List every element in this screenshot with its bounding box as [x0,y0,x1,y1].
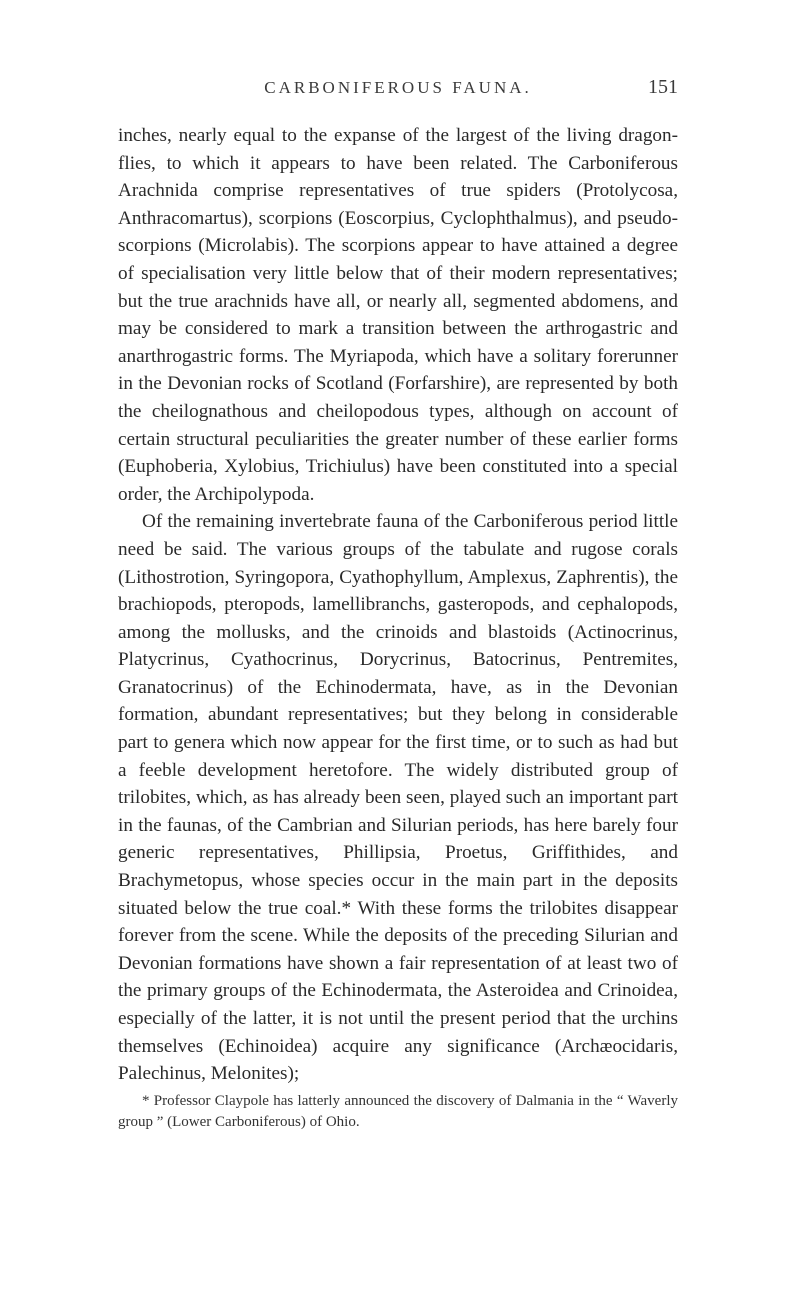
body-text [118,122,678,1088]
running-head [118,78,678,108]
paragraph-invertebrate-fauna: Of the remaining invertebrate fauna of the Carboniferous period little need be said. The various groups of the tabulate and rugose corals (Lithostrotion, Syringopora, Cyathophyllum, Amplexus, Zaphrentis), the brachiopods, pteropods, lamellibranchs, gasteropods, and cephalopods, among the mollusks, and the crinoids and blastoids (Actinocrinus, Platycrinus, Cyathocrinus, Dorycrinus, Batocrinus, Pentremites, Granatocrinus) of the Echinodermata, have, as in the Devonian formation, abundant representatives; but they belong in considerable part to genera which now appear for the first time, or to such as had but a feeble development heretofore. The widely distributed group of trilobites, which, as has already been seen, played such an important part in the faunas, of the Cambrian and Silurian periods, has here barely four generic representatives, Phillipsia, Proetus, Griffithides, and Brachymetopus, whose species occur in the main part in the deposits situated below the true coal.* With these forms the trilobites disappear forever from the scene. While the deposits of the preceding Silurian and Devonian formations have shown a fair representation of at least two of the primary groups of the Echinodermata, the Asteroidea and Crinoidea, especially of the latter, it is not until the present period that the urchins themselves (Echinoidea) acquire any significance (Archæocidaris, Palechinus, Melonites); [118,511,678,1085]
paragraph-continuation: inches, nearly equal to the expanse of the largest of the living dragon-flies, to which it appears to have been related. The Carboniferous Arachnida comprise representatives of true spiders (Protolycosa, Anthracomartus), scorpions (Eoscorpius, Cyclophthalmus), and pseudo-scorpions (Microlabis). The scorpions appear to have attained a degree of specialisation very little below that of their modern representatives; but the true arachnids have all, or nearly all, segmented abdomens, and may be considered to mark a transition between the arthrogastric and anarthrogastric forms. The Myriapoda, which have a solitary forerunner in the Devonian rocks of Scotland (Forfarshire), are represented by both the cheilognathous and cheilopodous types, although on account of certain structural peculiarities the greater number of these earlier forms (Euphoberia, Xylobius, Trichiulus) have been constituted into a special order, the Archipolypoda. [118,125,678,505]
running-title: CARBONIFEROUS FAUNA. [264,78,532,97]
page-number: 151 [648,76,678,98]
book-page [118,78,678,1133]
footnote: * Professor Claypole has latterly announced the discovery of Dalmania in the “ Waverly group ” (Lower Carboniferous) of Ohio. [118,1092,678,1130]
